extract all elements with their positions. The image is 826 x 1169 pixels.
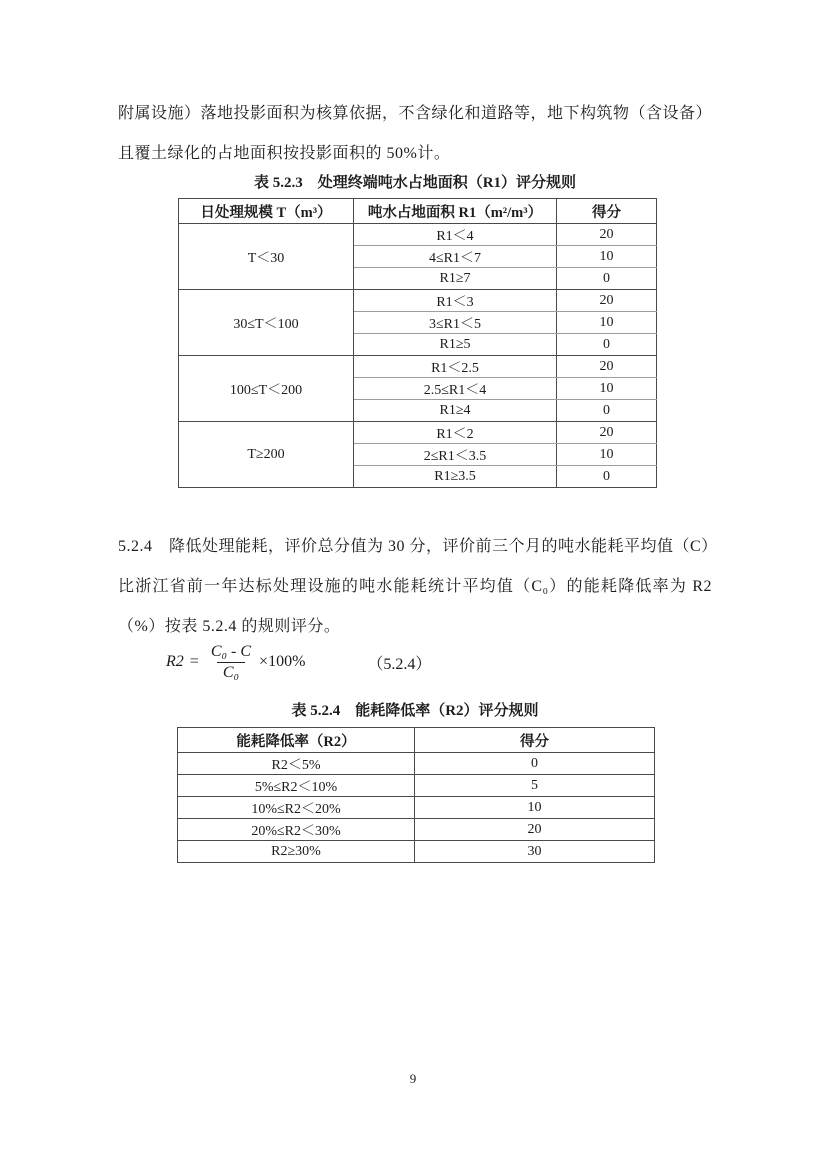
table-524-title: 表 5.2.4 能耗降低率（R2）评分规则 [291,703,539,719]
formula-numerator: C₀ - C [210,642,252,660]
range-cell: R1≥3.5 [354,466,557,488]
score-cell: 10 [415,797,655,819]
range-cell: R1＜2 [354,422,557,444]
scale-cell: T＜30 [179,224,354,290]
range-cell: R1≥5 [354,334,557,356]
paragraph-top-line-1: 附属设施）落地投影面积为核算依据，不含绿化和道路等，地下构筑物（含设备） [118,105,713,122]
score-cell: 20 [557,290,657,312]
table-523-header-score: 得分 [557,199,657,224]
scale-cell: 100≤T＜200 [179,356,354,422]
score-cell: 10 [557,312,657,334]
rate-cell: R2＜5% [178,753,415,775]
table-row [178,797,655,819]
score-cell: 0 [557,400,657,422]
score-cell: 0 [415,753,655,775]
score-cell: 10 [557,378,657,400]
section-524-line-2: 比浙江省前一年达标处理设施的吨水能耗统计平均值（C₀）的能耗降低率为 R2 [118,578,712,595]
range-cell: R1＜2.5 [354,356,557,378]
table-row [179,356,657,378]
range-cell: R1＜3 [354,290,557,312]
score-cell: 5 [415,775,655,797]
score-cell: 0 [557,466,657,488]
score-cell: 20 [557,422,657,444]
table-524-header-rate: 能耗降低率（R2） [178,728,415,753]
table-row [178,775,655,797]
table-523-body [179,224,657,488]
range-cell: R1≥7 [354,268,557,290]
range-cell: 3≤R1＜5 [354,312,557,334]
score-cell: 10 [557,246,657,268]
formula-fraction [205,642,257,683]
rate-cell: 20%≤R2＜30% [178,819,415,841]
range-cell: R1≥4 [354,400,557,422]
section-524-paragraph [118,527,718,647]
section-524-line-1: 5.2.4 降低处理能耗，评价总分值为 30 分，评价前三个月的吨水能耗平均值（C） [118,538,718,555]
score-cell: 10 [557,444,657,466]
table-row [179,422,657,444]
table-524 [177,727,655,863]
formula-equation-number: （5.2.4） [367,655,432,673]
range-cell: 2≤R1＜3.5 [354,444,557,466]
range-cell: 2.5≤R1＜4 [354,378,557,400]
score-cell: 20 [557,224,657,246]
table-524-body [178,753,655,863]
rate-cell: 10%≤R2＜20% [178,797,415,819]
table-524-header-row [178,728,655,753]
page-number: 9 [409,1071,417,1086]
table-523-header-row [179,199,657,224]
formula-multiplier: ×100% [259,653,306,670]
formula-524 [166,634,431,690]
rate-cell: 5%≤R2＜10% [178,775,415,797]
table-row [178,841,655,863]
table-row [178,819,655,841]
table-row [179,224,657,246]
range-cell: 4≤R1＜7 [354,246,557,268]
table-523-title: 表 5.2.3 处理终端吨水占地面积（R1）评分规则 [253,175,577,191]
table-524-header-score: 得分 [415,728,655,753]
formula-lhs: R2 [166,653,184,670]
range-cell: R1＜4 [354,224,557,246]
table-523 [178,198,657,488]
scale-cell: T≥200 [179,422,354,488]
score-cell: 30 [415,841,655,863]
table-523-header-area: 吨水占地面积 R1（m²/m³） [354,199,557,224]
paragraph-top [118,94,712,174]
table-row [178,753,655,775]
score-cell: 20 [415,819,655,841]
section-524-line-3: （%）按表 5.2.4 的规则评分。 [118,618,341,635]
scale-cell: 30≤T＜100 [179,290,354,356]
score-cell: 20 [557,356,657,378]
paragraph-top-line-2: 且覆土绿化的占地面积按投影面积的 50%计。 [118,145,451,162]
rate-cell: R2≥30% [178,841,415,863]
score-cell: 0 [557,268,657,290]
score-cell: 0 [557,334,657,356]
formula-denominator: C₀ [217,662,245,683]
table-523-header-scale: 日处理规模 T（m³） [179,199,354,224]
table-row [179,290,657,312]
formula-equals: = [189,653,199,670]
